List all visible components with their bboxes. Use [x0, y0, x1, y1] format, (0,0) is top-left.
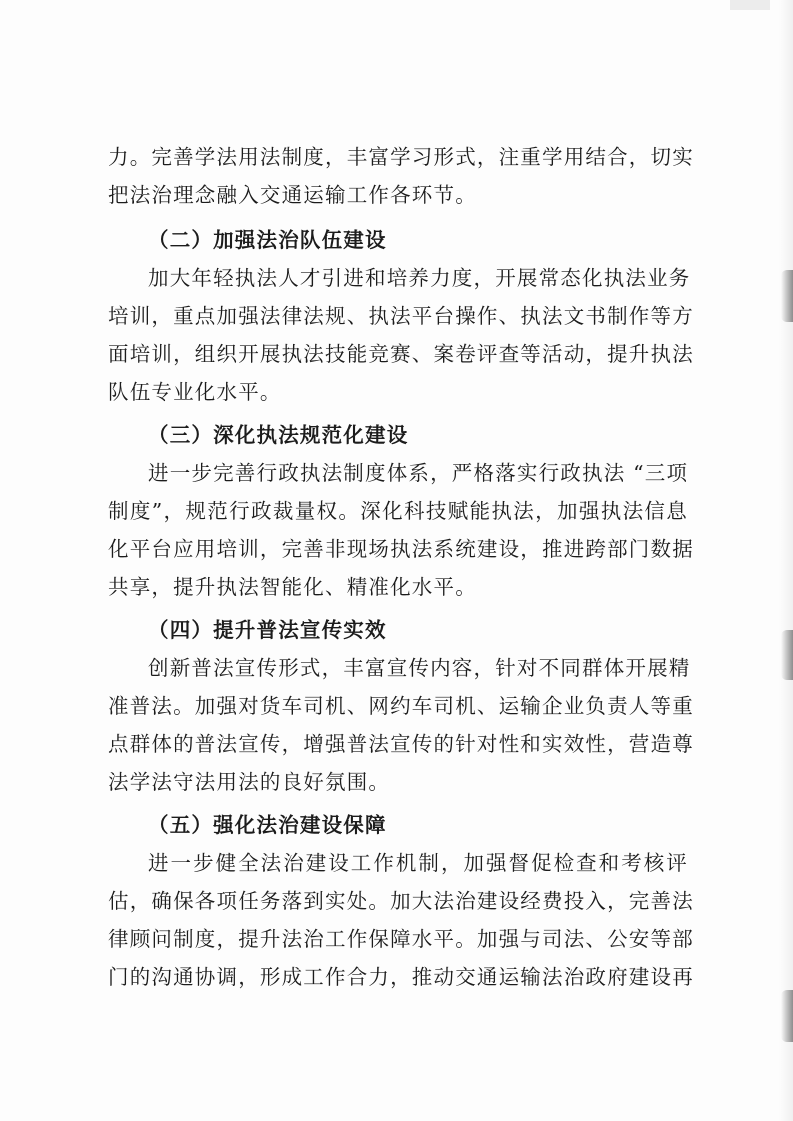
- binding-hole-mark: [781, 990, 793, 1042]
- page-edge-shadow: [779, 0, 793, 1121]
- paragraph-line: 力。完善学法用法制度，丰富学习形式，注重学用结合，切实: [108, 145, 694, 169]
- paragraph-line: 把法治理念融入交通运输工作各环节。: [108, 183, 477, 207]
- paragraph-line: 化平台应用培训，完善非现场执法系统建设，推进跨部门数据: [108, 537, 694, 561]
- paragraph-line: 准普法。加强对货车司机、网约车司机、运输企业负责人等重: [108, 694, 694, 718]
- paragraph-line: 创新普法宣传形式，丰富宣传内容，针对不同群体开展精: [148, 656, 691, 680]
- paragraph-line: 培训，重点加强法律法规、执法平台操作、执法文书制作等方: [108, 304, 694, 328]
- paragraph-line: 面培训，组织开展执法技能竞赛、案卷评查等活动，提升执法: [108, 342, 694, 366]
- scan-smudge: [730, 0, 770, 10]
- paragraph-line: 进一步完善行政执法制度体系，严格落实行政执法 “三项: [148, 461, 689, 485]
- section-heading: （二）加强法治队伍建设: [148, 228, 387, 252]
- binding-hole-mark: [781, 630, 793, 680]
- paragraph-line: 法学法守法用法的良好氛围。: [108, 770, 391, 794]
- paragraph-line: 门的沟通协调，形成工作合力，推动交通运输法治政府建设再: [108, 965, 694, 989]
- paragraph-line: 共享，提升执法智能化、精准化水平。: [108, 575, 477, 599]
- paragraph-line: 估，确保各项任务落到实处。加大法治建设经费投入，完善法: [108, 889, 694, 913]
- paragraph-line: 队伍专业化水平。: [108, 380, 282, 404]
- paragraph-line: 进一步健全法治建设工作机制，加强督促检查和考核评: [148, 851, 688, 875]
- section-heading: （五）强化法治建设保障: [148, 813, 387, 837]
- section-heading: （三）深化执法规范化建设: [148, 423, 409, 447]
- section-heading: （四）提升普法宣传实效: [148, 618, 387, 642]
- paragraph-line: 律顾问制度，提升法治工作保障水平。加强与司法、公安等部: [108, 927, 694, 951]
- paragraph-line: 点群体的普法宣传，增强普法宣传的针对性和实效性，营造尊: [108, 732, 694, 756]
- paragraph-line: 制度”，规范行政裁量权。深化科技赋能执法，加强执法信息: [108, 499, 688, 523]
- paragraph-line: 加大年轻执法人才引进和培养力度，开展常态化执法业务: [148, 266, 691, 290]
- binding-hole-mark: [781, 270, 793, 322]
